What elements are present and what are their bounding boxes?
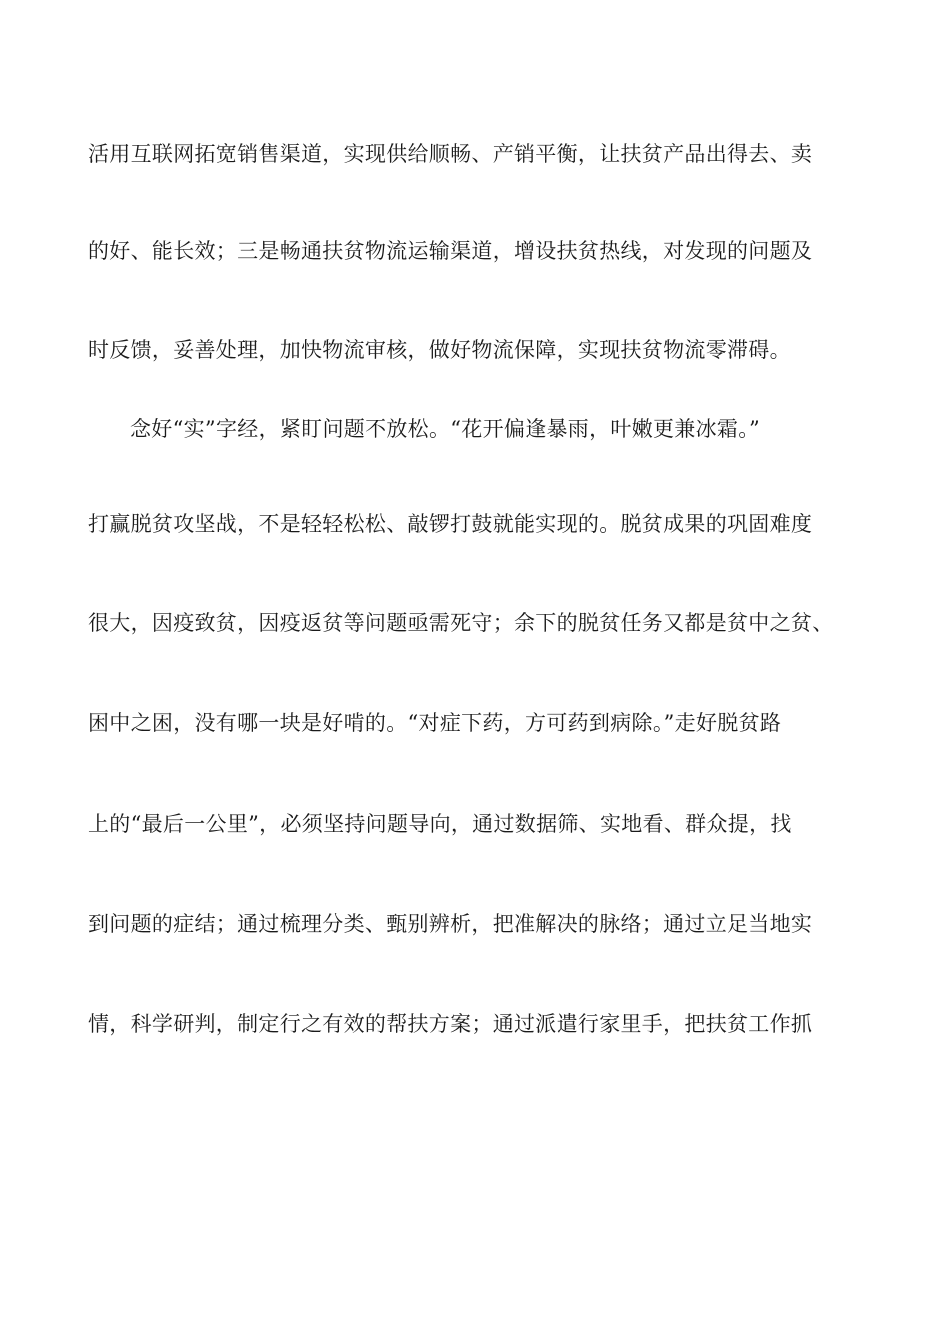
paragraph-line: 活用互联网拓宽销售渠道，实现供给顺畅、产销平衡，让扶贫产品出得去、卖 <box>88 142 813 166</box>
paragraph-line: 上的“最后一公里”，必须坚持问题导向，通过数据筛、实地看、群众提，找 <box>88 812 792 836</box>
paragraph-line: 到问题的症结；通过梳理分类、甄别辨析，把准解决的脉络；通过立足当地实 <box>88 912 813 936</box>
paragraph-first-line: 念好“实”字经，紧盯问题不放松。“花开偏逢暴雨，叶嫩更兼冰霜。” <box>130 417 761 441</box>
paragraph-line: 很大，因疫致贫，因疫返贫等问题亟需死守；余下的脱贫任务又都是贫中之贫、 <box>88 611 834 635</box>
paragraph-line: 情，科学研判，制定行之有效的帮扶方案；通过派遣行家里手，把扶贫工作抓 <box>88 1012 813 1036</box>
paragraph-line: 困中之困，没有哪一块是好啃的。“对症下药，方可药到病除。”走好脱贫路 <box>88 711 782 735</box>
paragraph-line: 打赢脱贫攻坚战，不是轻轻松松、敲锣打鼓就能实现的。脱贫成果的巩固难度 <box>88 512 813 536</box>
paragraph-line: 时反馈，妥善处理，加快物流审核，做好物流保障，实现扶贫物流零滞碍。 <box>88 338 791 362</box>
paragraph-line: 的好、能长效；三是畅通扶贫物流运输渠道，增设扶贫热线，对发现的问题及 <box>88 239 813 263</box>
